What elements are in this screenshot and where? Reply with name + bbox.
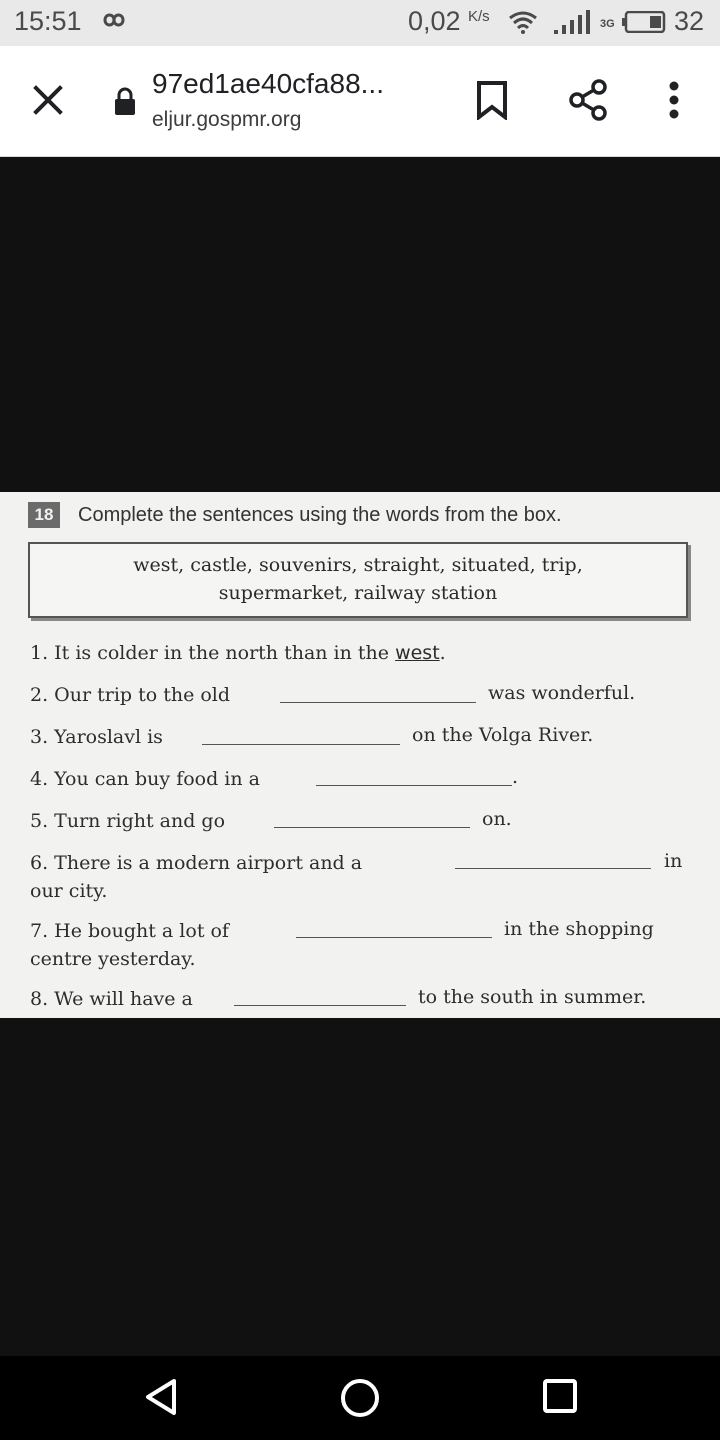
network-speed-unit: K/s <box>468 8 490 25</box>
sentence-text: 1. It is colder in the north than in the <box>30 642 396 664</box>
nav-home-icon[interactable] <box>338 1376 382 1420</box>
exercise-number: 18 <box>28 502 60 528</box>
sentence-7-end: in the shopping <box>504 918 654 940</box>
sentence-3-start: 3. Yaroslavl is <box>30 726 163 748</box>
signal-icon <box>554 10 592 34</box>
answer-blank <box>274 827 470 828</box>
status-time: 15:51 <box>14 6 82 36</box>
word-box <box>28 542 688 618</box>
sentence-2-start: 2. Our trip to the old <box>30 684 231 706</box>
system-nav-bar <box>0 1356 720 1440</box>
battery-percent: 32 <box>674 6 705 36</box>
battery-icon <box>622 11 666 33</box>
answer-blank <box>316 785 512 786</box>
answer-blank <box>280 702 476 703</box>
browser-toolbar <box>0 46 720 157</box>
answer-blank <box>234 1005 406 1006</box>
word-box-line: west, castle, souvenirs, straight, situated, trip, <box>133 554 583 576</box>
nav-recent-icon[interactable] <box>540 1376 580 1416</box>
answer-blank <box>296 937 492 938</box>
sentence-6-continuation: our city. <box>30 880 108 902</box>
lock-icon[interactable] <box>112 86 138 116</box>
textbook-page-image[interactable] <box>0 492 720 1018</box>
close-icon[interactable] <box>28 80 68 120</box>
more-vert-icon[interactable] <box>662 80 686 120</box>
sentence-answer: west <box>395 642 440 664</box>
share-icon[interactable] <box>566 78 610 122</box>
image-background-bottom <box>0 1018 720 1356</box>
sentence-8-start: 8. We will have a <box>30 988 193 1010</box>
bookmark-icon[interactable] <box>474 80 510 120</box>
exercise-instruction: Complete the sentences using the words from the box. <box>78 504 562 526</box>
sentence-8-end: to the south in summer. <box>418 986 647 1008</box>
nav-back-icon[interactable] <box>140 1376 182 1418</box>
infinity-icon <box>96 8 132 32</box>
sentence-6-end: in <box>664 850 683 872</box>
sentence-5-end: on. <box>482 808 512 830</box>
page-url[interactable]: eljur.gospmr.org <box>152 108 302 131</box>
sentence-1 <box>30 642 446 664</box>
sentence-2-end: was wonderful. <box>488 682 636 704</box>
sentence-6-start: 6. There is a modern airport and a <box>30 852 363 874</box>
sentence-3-end: on the Volga River. <box>412 724 594 746</box>
sentence-4-start: 4. You can buy food in a <box>30 768 260 790</box>
answer-blank <box>455 868 651 869</box>
image-background-top <box>0 157 720 492</box>
wifi-icon <box>508 10 538 34</box>
answer-blank <box>202 744 400 745</box>
word-box-line: supermarket, railway station <box>218 582 498 604</box>
sentence-4-end: . <box>512 766 519 788</box>
network-speed: 0,02 <box>408 6 461 36</box>
sentence-5-start: 5. Turn right and go <box>30 810 226 832</box>
page-title[interactable]: 97ed1ae40cfa88... <box>152 68 384 99</box>
sentence-text: . <box>439 642 446 664</box>
sentence-7-start: 7. He bought a lot of <box>30 920 229 942</box>
status-bar <box>0 0 720 46</box>
network-type: 3G <box>600 18 615 30</box>
sentence-7-continuation: centre yesterday. <box>30 948 196 970</box>
